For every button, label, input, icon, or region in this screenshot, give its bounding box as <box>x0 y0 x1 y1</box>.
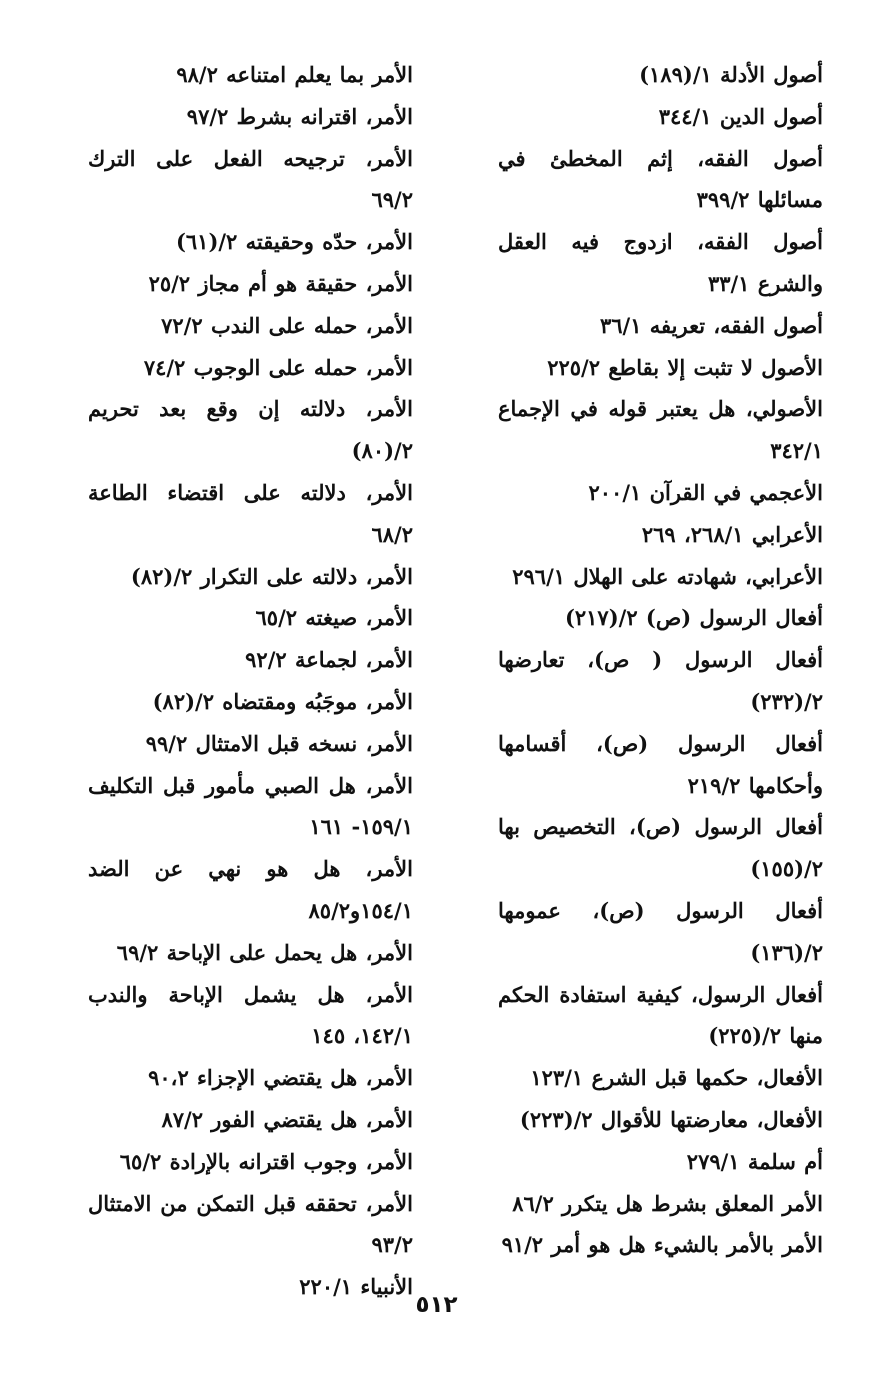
index-entry: الأمر، دلالته إن وقع بعد تحريم ٢/(٨٠) <box>88 396 413 464</box>
index-entry: الأنبياء ٢٢٠/١ <box>299 1274 413 1300</box>
index-entry: الأمر، دلالته على اقتضاء الطاعة ٦٨/٢ <box>88 479 413 547</box>
index-entry: الأمر، هل يشمل الإباحة والندب ١٤٢/١، ١٤٥ <box>88 981 413 1049</box>
index-entry: الأصولي، هل يعتبر قوله في الإجماع ٣٤٢/١ <box>498 396 823 464</box>
index-column-left <box>88 54 413 1308</box>
index-entry: أفعال الرسول (ص)، التخصيص بها ٢/(١٥٥) <box>498 814 823 882</box>
index-entry: أم سلمة ٢٧٩/١ <box>686 1148 823 1174</box>
index-entry: الأمر، هل يحمل على الإباحة ٦٩/٢ <box>116 939 413 965</box>
index-entry: الأمر بالأمر بالشيء هل هو أمر ٩١/٢ <box>501 1232 823 1258</box>
index-entry: الأمر، تحققه قبل التمكن من الامتثال ٩٣/٢ <box>88 1190 413 1258</box>
index-entry: الأمر، هل يقتضي الإجزاء ٩٠،٢ <box>148 1065 413 1091</box>
index-entry: أصول الفقه، إثم المخطئ في مسائلها ٣٩٩/٢ <box>498 145 823 213</box>
index-entry: الأمر، صيغته ٦٥/٢ <box>255 605 413 631</box>
index-entry: الأعجمي في القرآن ٢٠٠/١ <box>588 479 823 505</box>
index-entry: الأمر، نسخه قبل الامتثال ٩٩/٢ <box>145 730 413 756</box>
index-entry: الأمر، هل الصبي مأمور قبل التكليف ١٥٩/١- ١٦١ <box>88 772 413 840</box>
index-entry: الأمر، حدّه وحقيقته ٢/(٦١) <box>175 229 413 255</box>
index-entry: أفعال الرسول ( ص)، تعارضها ٢/(٢٣٢) <box>498 647 823 714</box>
index-entry: أفعال الرسول، كيفية استفادة الحكم منها ٢/(٢٢٥) <box>498 981 823 1049</box>
index-entry: الأمر بما يعلم امتناعه ٩٨/٢ <box>176 62 413 87</box>
index-entry: الأفعال، حكمها قبل الشرع ١٢٣/١ <box>530 1065 823 1091</box>
index-entry: الأفعال، معارضتها للأقوال ٢/(٢٢٣) <box>519 1106 823 1132</box>
index-entry: الأمر، اقترانه بشرط ٩٧/٢ <box>186 103 413 129</box>
index-entry: أصول الأدلة ١/(١٨٩) <box>639 62 823 87</box>
index-entry: الأصول لا تثبت إلا بقاطع ٢٢٥/٢ <box>547 354 823 380</box>
index-entry: الأمر، دلالته على التكرار ٢/(٨٢) <box>130 563 413 589</box>
index-entry: الأعرابي ٢٦٨/١، ٢٦٩ <box>641 521 823 547</box>
index-entry: أفعال الرسول (ص)، عمومها ٢/(١٣٦) <box>498 897 823 965</box>
index-entry: الأمر، موجَبُه ومقتضاه ٢/(٨٢) <box>152 688 413 714</box>
index-column-right <box>498 54 823 1266</box>
index-page <box>88 54 823 1308</box>
index-entry: أفعال الرسول (ص)، أقسامها وأحكامها ٢١٩/٢ <box>498 730 823 798</box>
index-entry: الأمر، هل هو نهي عن الضد ١٥٤/١و٨٥/٢ <box>88 856 413 923</box>
index-entry: الأمر، حمله على الندب ٧٢/٢ <box>161 312 413 338</box>
index-entry: الأعرابي، شهادته على الهلال ٢٩٦/١ <box>512 563 823 589</box>
index-entry: الأمر، لجماعة ٩٢/٢ <box>245 647 413 673</box>
index-entry: الأمر، حقيقة هو أم مجاز ٢٥/٢ <box>148 270 413 296</box>
index-columns <box>88 54 823 1308</box>
index-entry: أصول الفقه، ازدوج فيه العقل والشرع ٣٣/١ <box>498 229 823 296</box>
index-entry: الأمر، حمله على الوجوب ٧٤/٢ <box>143 354 413 380</box>
index-entry: الأمر، ترجيحه الفعل على الترك ٦٩/٢ <box>88 145 413 213</box>
index-entry: الأمر، وجوب اقترانه بالإرادة ٦٥/٢ <box>119 1148 413 1174</box>
index-entry: أفعال الرسول (ص) ٢/(٢١٧) <box>564 605 823 631</box>
index-entry: أصول الفقه، تعريفه ٣٦/١ <box>599 312 823 338</box>
index-entry: الأمر، هل يقتضي الفور ٨٧/٢ <box>161 1106 413 1132</box>
index-entry: أصول الدين ٣٤٤/١ <box>658 103 823 129</box>
page-number: ٥١٢ <box>415 1292 458 1318</box>
index-entry: الأمر المعلق بشرط هل يتكرر ٨٦/٢ <box>512 1190 823 1216</box>
